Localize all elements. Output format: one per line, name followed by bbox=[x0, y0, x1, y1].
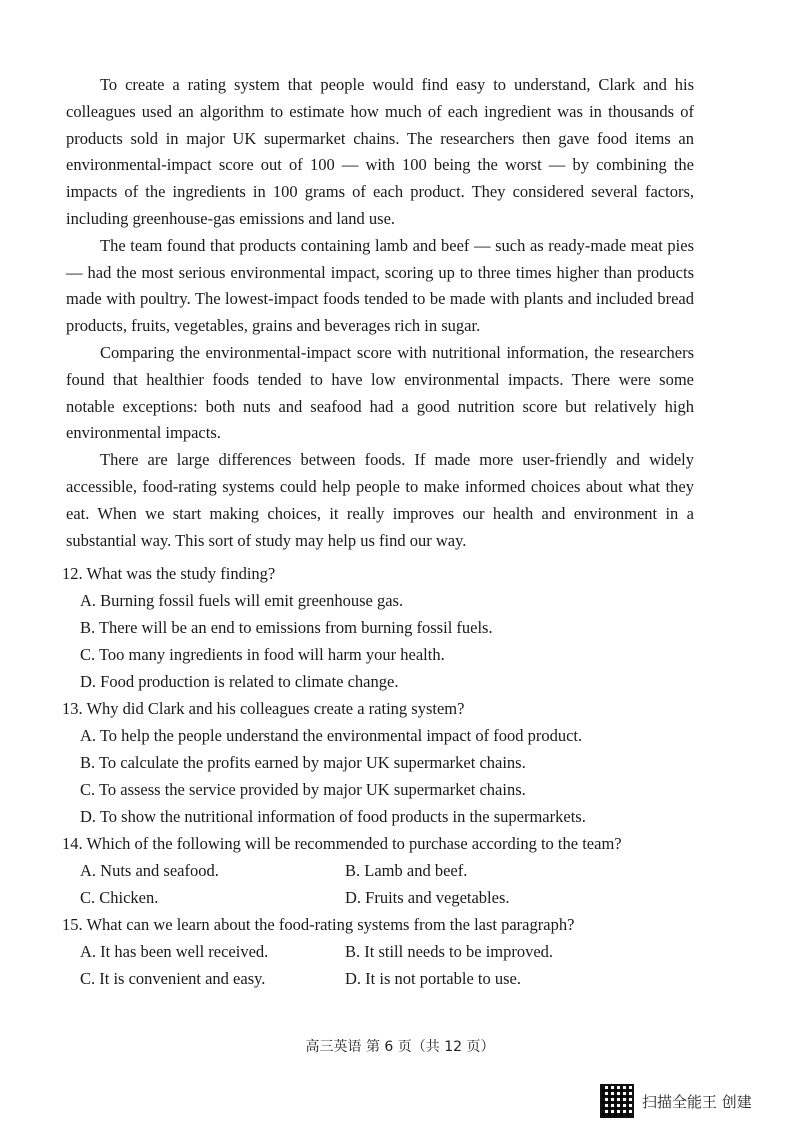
option-c: C. To assess the service provided by major UK supermarket chains. bbox=[80, 780, 526, 799]
scanner-watermark bbox=[600, 1084, 752, 1118]
qr-code-icon bbox=[600, 1084, 634, 1118]
option-c: C. It is convenient and easy. bbox=[80, 969, 266, 988]
option-c: C. Too many ingredients in food will harm your health. bbox=[80, 645, 445, 664]
options-row bbox=[80, 938, 702, 965]
option-d: D. Fruits and vegetables. bbox=[345, 888, 510, 907]
question-15 bbox=[62, 911, 702, 992]
option-a: A. Burning fossil fuels will emit greenhouse gas. bbox=[80, 591, 404, 610]
option-d: D. To show the nutritional information of food products in the supermarkets. bbox=[80, 807, 586, 826]
option-d: D. Food production is related to climate change. bbox=[80, 672, 399, 691]
options-row bbox=[80, 884, 702, 911]
option-a: A. It has been well received. bbox=[80, 942, 269, 961]
option-c: C. Chicken. bbox=[80, 888, 159, 907]
question-stem: 12. What was the study finding? bbox=[62, 564, 276, 583]
question-stem: 15. What can we learn about the food-rating systems from the last paragraph? bbox=[62, 915, 575, 934]
question-13 bbox=[62, 695, 702, 830]
option-b: B. There will be an end to emissions from burning fossil fuels. bbox=[80, 618, 493, 637]
question-stem: 14. Which of the following will be recommended to purchase according to the team? bbox=[62, 834, 622, 853]
passage-paragraph-4: There are large differences between foods. If made more user-friendly and widely accessible, food-rating systems could help people to make informed choices about what they eat. When we start making choices, it really improves our health and environment in a substantial way. This sort of study may help us find our way. bbox=[66, 450, 694, 550]
option-b: B. It still needs to be improved. bbox=[345, 942, 554, 961]
question-list bbox=[62, 560, 702, 992]
option-b: B. Lamb and beef. bbox=[345, 861, 468, 880]
page-footer: 高三英语 第 6 页（共 12 页） bbox=[305, 1039, 495, 1055]
option-d: D. It is not portable to use. bbox=[345, 969, 521, 988]
option-a: A. Nuts and seafood. bbox=[80, 861, 219, 880]
passage-paragraph-3: Comparing the environmental-impact score with nutritional information, the researchers found that healthier foods tended to have low environmental impacts. There were some notable exceptions: both nuts and seafood had a good nutrition score but relatively high environmental impacts. bbox=[66, 342, 694, 443]
watermark-text: 扫描全能王 创建 bbox=[642, 1092, 752, 1111]
question-12 bbox=[62, 560, 702, 695]
option-a: A. To help the people understand the environmental impact of food product. bbox=[80, 726, 583, 745]
options-row bbox=[80, 857, 702, 884]
passage-paragraph-2: The team found that products containing lamb and beef — such as ready-made meat pies — had the most serious environmental impact, scoring up to three times higher than products made with poultry. The lowest-impact foods tended to be made with plants and included bread products, fruits, vegetables, grains and beverages rich in sugar. bbox=[66, 235, 694, 336]
question-stem: 13. Why did Clark and his colleagues create a rating system? bbox=[62, 699, 465, 718]
passage-paragraph-1: To create a rating system that people would find easy to understand, Clark and his colleagues used an algorithm to estimate how much of each ingredient was in thousands of products sold in major UK supermarket chains. The researchers then gave food items an environmental-impact score out of 100 — with 100 being the worst — by combining the impacts of the ingredients in 100 grams of each product. They considered several factors, including greenhouse-gas emissions and land use. bbox=[66, 75, 694, 228]
question-14 bbox=[62, 830, 702, 911]
options-row bbox=[80, 965, 702, 992]
option-b: B. To calculate the profits earned by major UK supermarket chains. bbox=[80, 753, 526, 772]
reading-passage bbox=[66, 72, 694, 554]
